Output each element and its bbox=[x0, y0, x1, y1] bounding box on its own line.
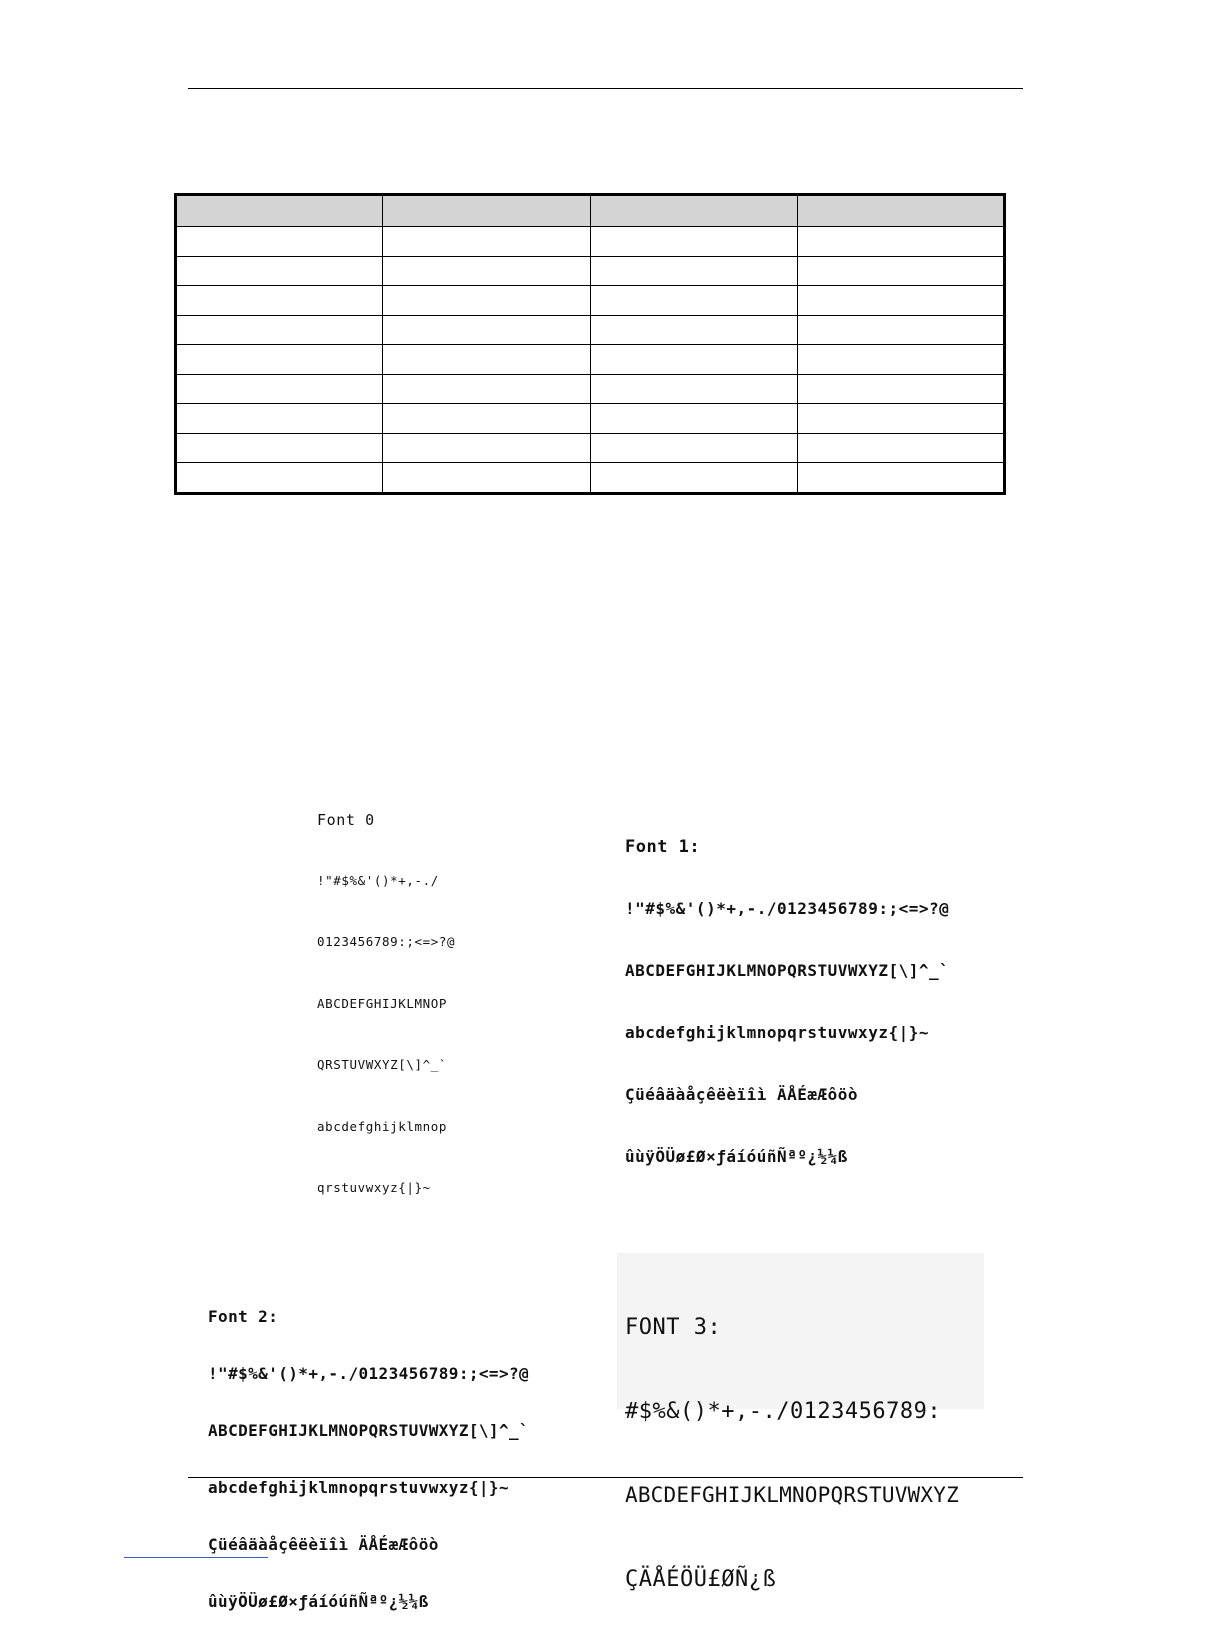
table-cell bbox=[590, 463, 797, 494]
font-1-line: !"#$%&'()*+,-./0123456789:;<=>?@ bbox=[625, 899, 950, 918]
table-cell bbox=[383, 463, 590, 494]
font-3-line: #$%&()*+,-./0123456789: bbox=[625, 1399, 942, 1424]
font-0-line: qrstuvwxyz{|}~ bbox=[317, 1180, 431, 1195]
table-cell bbox=[383, 404, 590, 434]
table-row bbox=[176, 463, 1005, 494]
table-row bbox=[176, 227, 1005, 257]
font-2-line: ABCDEFGHIJKLMNOPQRSTUVWXYZ[\]^_` bbox=[208, 1421, 530, 1440]
table-cell bbox=[797, 463, 1004, 494]
table-header-cell bbox=[383, 195, 590, 227]
font-0-title: Font 0 bbox=[317, 811, 375, 829]
table-row bbox=[176, 286, 1005, 316]
footnote-separator bbox=[124, 1557, 268, 1558]
table-cell bbox=[176, 463, 383, 494]
font-3-line: ÇÄÅÉÖÜ£ØÑ¿ß bbox=[625, 1567, 777, 1592]
table-row bbox=[176, 433, 1005, 463]
table-row bbox=[176, 315, 1005, 345]
table-cell bbox=[383, 433, 590, 463]
font-0-line: ABCDEFGHIJKLMNOP bbox=[317, 995, 448, 1011]
font-1-sample bbox=[625, 799, 949, 1190]
table-cell bbox=[383, 374, 590, 404]
table-cell bbox=[797, 227, 1004, 257]
table-cell bbox=[383, 315, 590, 345]
table-header-cell bbox=[797, 195, 1004, 227]
font-1-line: Çüéâäàåçêëèïîì ÄÅÉæÆôöò bbox=[625, 1085, 859, 1104]
font-3-title: FONT 3: bbox=[625, 1315, 722, 1340]
table-cell bbox=[383, 227, 590, 257]
table-cell bbox=[797, 374, 1004, 404]
font-1-title: Font 1: bbox=[625, 837, 701, 857]
table-cell bbox=[590, 433, 797, 463]
table-row bbox=[176, 374, 1005, 404]
footer-rule bbox=[188, 1477, 1023, 1478]
font-1-line: abcdefghijklmnopqrstuvwxyz{|}~ bbox=[625, 1023, 929, 1042]
table-row bbox=[176, 256, 1005, 286]
font-2-line: abcdefghijklmnopqrstuvwxyz{|}~ bbox=[208, 1478, 509, 1497]
table-cell bbox=[176, 404, 383, 434]
table-cell bbox=[176, 374, 383, 404]
table-cell bbox=[176, 286, 383, 316]
font-2-line: !"#$%&'()*+,-./0123456789:;<=>?@ bbox=[208, 1364, 530, 1383]
table-cell bbox=[176, 227, 383, 257]
table-row bbox=[176, 404, 1005, 434]
font-table bbox=[174, 193, 1006, 495]
table-cell bbox=[590, 345, 797, 375]
table-cell bbox=[590, 404, 797, 434]
table-cell bbox=[383, 256, 590, 286]
table-cell bbox=[590, 374, 797, 404]
table-cell bbox=[797, 404, 1004, 434]
table-cell bbox=[590, 256, 797, 286]
table-cell bbox=[383, 286, 590, 316]
table-cell bbox=[176, 256, 383, 286]
table-header-cell bbox=[590, 195, 797, 227]
font-0-sample bbox=[317, 781, 455, 1227]
font-2-title: Font 2: bbox=[208, 1307, 279, 1326]
table-cell bbox=[176, 315, 383, 345]
table-cell bbox=[383, 345, 590, 375]
table-header-row bbox=[176, 195, 1005, 227]
font-0-line: QRSTUVWXYZ[\]^_` bbox=[317, 1057, 448, 1072]
table-cell bbox=[590, 227, 797, 257]
font-3-line: ABCDEFGHIJKLMNOPQRSTUVWXYZ bbox=[625, 1483, 959, 1507]
font-0-line: abcdefghijklmnop bbox=[317, 1118, 448, 1134]
table-row bbox=[176, 345, 1005, 375]
table-cell bbox=[797, 345, 1004, 375]
font-2-line: Çüéâäàåçêëèïîì ÄÅÉæÆôöò bbox=[208, 1535, 439, 1554]
table-cell bbox=[797, 433, 1004, 463]
table-cell bbox=[590, 286, 797, 316]
header-rule bbox=[188, 88, 1023, 89]
font-2-line: ûùÿÖÜø£Ø×ƒáíóúñÑªº¿½¼ß bbox=[208, 1592, 429, 1611]
font-0-line: 0123456789:;<=>?@ bbox=[317, 934, 456, 949]
table-cell bbox=[590, 315, 797, 345]
table-cell bbox=[176, 345, 383, 375]
font-1-line: ABCDEFGHIJKLMNOPQRSTUVWXYZ[\]^_` bbox=[625, 961, 950, 980]
table-cell bbox=[797, 315, 1004, 345]
table-header-cell bbox=[176, 195, 383, 227]
table-cell bbox=[797, 256, 1004, 286]
font-0-line: !"#$%&'()*+,-./ bbox=[317, 872, 439, 888]
table-cell bbox=[176, 433, 383, 463]
table-cell bbox=[797, 286, 1004, 316]
font-2-sample bbox=[208, 1269, 529, 1630]
font-3-sample bbox=[617, 1253, 984, 1592]
font-1-line: ûùÿÖÜø£Ø×ƒáíóúñÑªº¿½¼ß bbox=[625, 1147, 848, 1166]
